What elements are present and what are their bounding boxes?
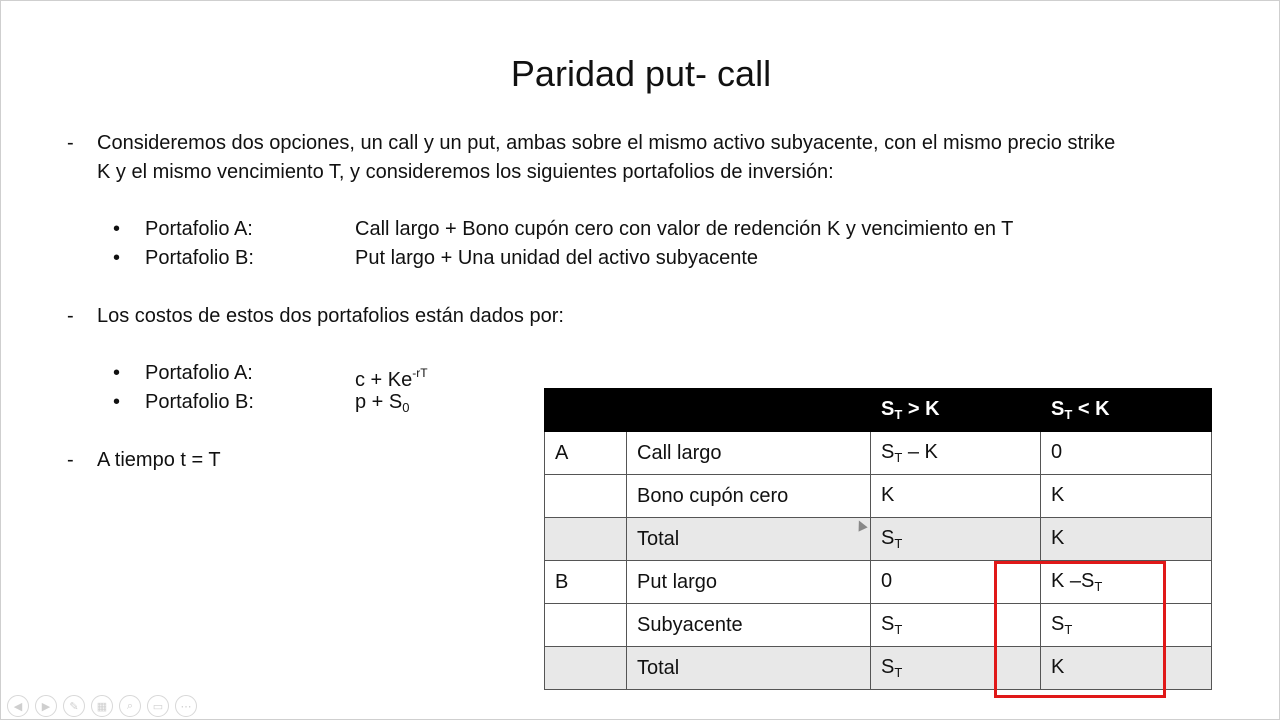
bullet-dot: •	[113, 391, 121, 413]
subtitles-icon[interactable]: ▭	[147, 695, 169, 717]
payoff-table	[544, 388, 1212, 690]
row-item: Bono cupón cero	[627, 475, 871, 518]
intro-line-2: K y el mismo vencimiento T, y consideremos los siguientes portafolios de inversión:	[97, 161, 834, 183]
slideshow-toolbar	[7, 695, 197, 717]
row-lt-value: K	[1041, 647, 1212, 690]
dash-marker: -	[67, 132, 74, 154]
table-row	[545, 475, 1212, 518]
header-empty-1	[545, 389, 627, 432]
row-gt-value: $S_T$	[871, 647, 1041, 690]
row-group: A	[545, 432, 627, 475]
bullet-dot: •	[113, 362, 121, 384]
row-group: B	[545, 561, 627, 604]
portfolio-b-value: Put largo + Una unidad del activo subyacente	[355, 247, 759, 269]
portfolio-a-label: Portafolio A:	[145, 218, 253, 240]
back-icon[interactable]: ◀	[7, 695, 29, 717]
zoom-icon[interactable]: ⌕	[119, 695, 141, 717]
slides-icon[interactable]: ▦	[91, 695, 113, 717]
row-item: Put largo	[627, 561, 871, 604]
row-gt-value: $S_T$ – K	[871, 432, 1041, 475]
row-group	[545, 475, 627, 518]
bullet-dot: •	[113, 247, 121, 269]
row-lt-value: K	[1041, 518, 1212, 561]
intro-paragraph	[67, 129, 1247, 189]
row-gt-value: K	[871, 475, 1041, 518]
cost-a-value: $c + Ke^{-rT}$	[355, 366, 428, 391]
header-empty-2	[627, 389, 871, 432]
dash-marker: -	[67, 305, 74, 327]
more-icon[interactable]: ⋯	[175, 695, 197, 717]
costs-paragraph	[67, 302, 967, 332]
portfolio-a-value: Call largo + Bono cupón cero con valor de redención K y vencimiento en T	[355, 218, 1014, 240]
row-gt-value: $S_T$	[871, 518, 1041, 561]
table-row	[545, 432, 1212, 475]
row-lt-value: 0	[1041, 432, 1212, 475]
table-row	[545, 604, 1212, 647]
intro-line-1: Consideremos dos opciones, un call y un put, ambas sobre el mismo activo subyacente, con el mismo precio strike	[97, 132, 1116, 154]
row-lt-value: K $-S_T$	[1041, 561, 1212, 604]
header-st-greater-k: $S_T > K$	[871, 389, 1041, 432]
time-paragraph	[67, 446, 467, 476]
cost-b-value: $p + S_0$	[355, 391, 410, 415]
row-group	[545, 518, 627, 561]
row-item: Subyacente	[627, 604, 871, 647]
forward-icon[interactable]: ▶	[35, 695, 57, 717]
slide-title: Paridad put- call	[510, 53, 772, 94]
pen-icon[interactable]: ✎	[63, 695, 85, 717]
row-gt-value: $S_T$	[871, 604, 1041, 647]
row-gt-value: 0	[871, 561, 1041, 604]
portfolio-b-label: Portafolio B:	[145, 247, 254, 269]
row-group	[545, 647, 627, 690]
dash-marker: -	[67, 449, 74, 471]
row-lt-value: $S_T$	[1041, 604, 1212, 647]
cost-b-label: Portafolio B:	[145, 391, 254, 413]
costs-intro: Los costos de estos dos portafolios están dados por:	[97, 305, 564, 327]
bullet-dot: •	[113, 218, 121, 240]
table-row	[545, 518, 1212, 561]
row-item: Total	[627, 518, 871, 561]
table-header-row	[545, 389, 1212, 432]
time-line: A tiempo t = T	[97, 449, 221, 471]
row-item: Call largo	[627, 432, 871, 475]
table-row	[545, 647, 1212, 690]
header-st-less-k: $S_T < K$	[1041, 389, 1212, 432]
row-item: Total	[627, 647, 871, 690]
row-group	[545, 604, 627, 647]
row-lt-value: K	[1041, 475, 1212, 518]
cost-a-label: Portafolio A:	[145, 362, 253, 384]
table-row	[545, 561, 1212, 604]
